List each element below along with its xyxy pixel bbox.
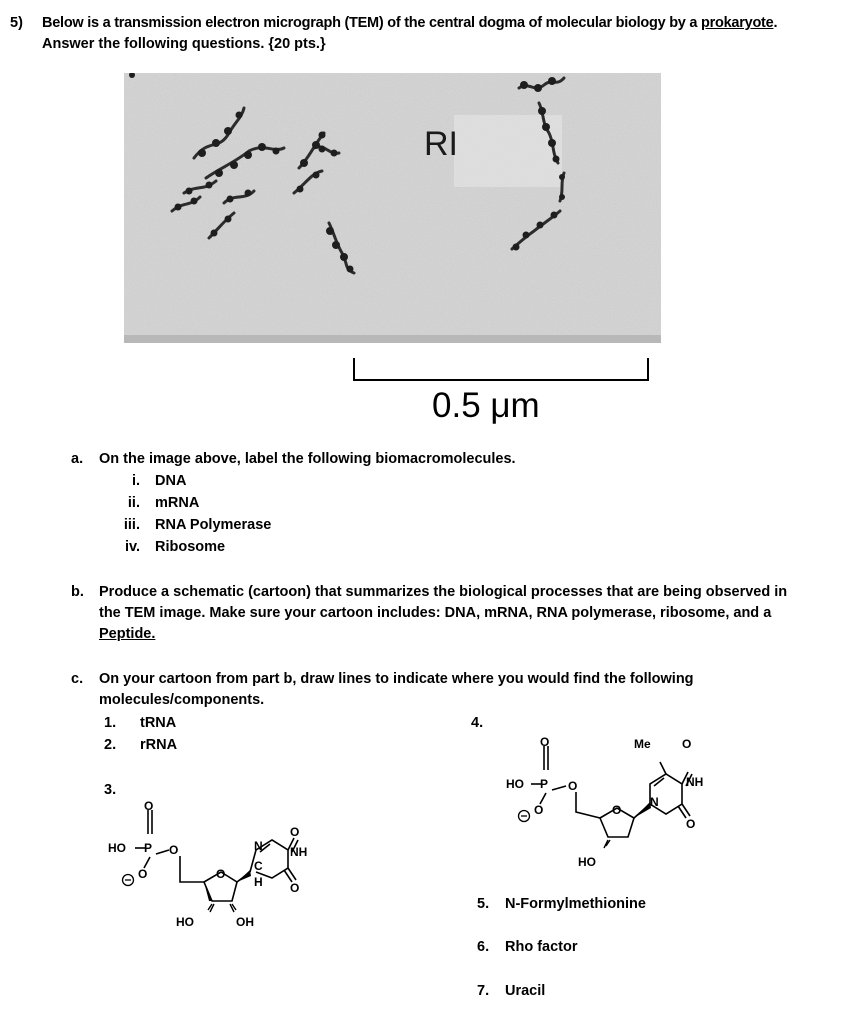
part-c-item-1-label: tRNA bbox=[140, 715, 177, 731]
part-c-item-6-label: Rho factor bbox=[505, 939, 578, 955]
s3-h: H bbox=[254, 875, 263, 889]
s3-nh: NH bbox=[290, 845, 308, 859]
part-c-item-7-label: Uracil bbox=[505, 983, 546, 999]
part-c-line-2: molecules/components. bbox=[99, 692, 265, 708]
s4-o-top-ring: O bbox=[682, 737, 692, 751]
s4-ring-o: O bbox=[612, 803, 622, 817]
part-c-letter: c. bbox=[71, 671, 84, 687]
s4-o-bottom-ring: O bbox=[686, 817, 696, 831]
s3-o-top-ring: O bbox=[290, 825, 300, 839]
s4-me: Me bbox=[634, 737, 651, 751]
part-c-item-4-num: 4. bbox=[471, 715, 484, 731]
s4-p: P bbox=[540, 777, 549, 791]
part-c-item-1-num: 1. bbox=[104, 715, 117, 731]
part-b-line-2: the TEM image. Make sure your cartoon includes: DNA, mRNA, RNA polymerase, ribosome, and a bbox=[99, 605, 772, 621]
question-line-1 bbox=[42, 13, 777, 33]
s4-o-minus: O bbox=[534, 803, 544, 817]
tem-micrograph bbox=[124, 73, 661, 343]
s3-p: P bbox=[144, 841, 153, 855]
structure-4 bbox=[500, 734, 720, 874]
question-text-1: Below is a transmission electron micrograph (TEM) of the central dogma of molecular biology by a bbox=[42, 15, 698, 31]
part-b-peptide: Peptide. bbox=[99, 626, 156, 642]
question-period: . bbox=[773, 15, 778, 31]
part-c-item-2-num: 2. bbox=[104, 737, 117, 753]
part-c-item-5-num: 5. bbox=[477, 896, 490, 912]
s3-o-top: O bbox=[144, 799, 154, 813]
scale-bar bbox=[350, 358, 660, 386]
s3-o-bottom-ring: O bbox=[290, 881, 300, 895]
part-a-item-1-num: i. bbox=[131, 473, 140, 489]
part-a-item-3-label: RNA Polymerase bbox=[155, 517, 272, 533]
part-c-item-2-label: rRNA bbox=[140, 737, 178, 753]
prokaryote-underlined: prokaryote bbox=[701, 15, 774, 31]
s3-ring-o: O bbox=[216, 867, 226, 881]
part-c-item-3-num: 3. bbox=[104, 782, 117, 798]
part-c-item-7-num: 7. bbox=[477, 983, 490, 999]
part-a-item-4-num: iv. bbox=[124, 539, 140, 555]
part-a-item-2-num: ii. bbox=[127, 495, 140, 511]
s4-o-right: O bbox=[568, 779, 578, 793]
s3-c: C bbox=[254, 859, 263, 873]
scale-label: 0.5 μm bbox=[432, 386, 540, 425]
part-c-item-5-label: N-Formylmethionine bbox=[505, 896, 646, 912]
part-b-line-1: Produce a schematic (cartoon) that summarizes the biological processes that are being observed in bbox=[99, 584, 788, 600]
ri-label: RI bbox=[424, 125, 458, 163]
part-a-letter: a. bbox=[71, 451, 84, 467]
structure-3 bbox=[104, 798, 324, 938]
question-line-2: Answer the following questions. {20 pts.} bbox=[42, 36, 326, 52]
part-b-letter: b. bbox=[71, 584, 84, 600]
s3-o-minus: O bbox=[138, 867, 148, 881]
s4-o-top: O bbox=[540, 735, 550, 749]
s3-ho-p: HO bbox=[108, 841, 126, 855]
part-a-item-3-num: iii. bbox=[123, 517, 140, 533]
s3-oh-bottom: OH bbox=[236, 915, 254, 929]
s4-ho-p: HO bbox=[506, 777, 524, 791]
part-a-item-1-label: DNA bbox=[155, 473, 187, 489]
s4-ho-bottom: HO bbox=[578, 855, 596, 869]
s4-n: N bbox=[650, 795, 659, 809]
question-number: 5) bbox=[10, 15, 23, 31]
part-a-text: On the image above, label the following biomacromolecules. bbox=[99, 451, 516, 467]
part-c-item-6-num: 6. bbox=[477, 939, 490, 955]
part-a-item-4-label: Ribosome bbox=[155, 539, 226, 555]
s3-n-top: N bbox=[254, 839, 263, 853]
s4-nh: NH bbox=[686, 775, 704, 789]
s3-o-right: O bbox=[169, 843, 179, 857]
part-a-item-2-label: mRNA bbox=[155, 495, 200, 511]
s3-ho-bottom: HO bbox=[176, 915, 194, 929]
part-c-line-1: On your cartoon from part b, draw lines to indicate where you would find the following bbox=[99, 671, 694, 687]
